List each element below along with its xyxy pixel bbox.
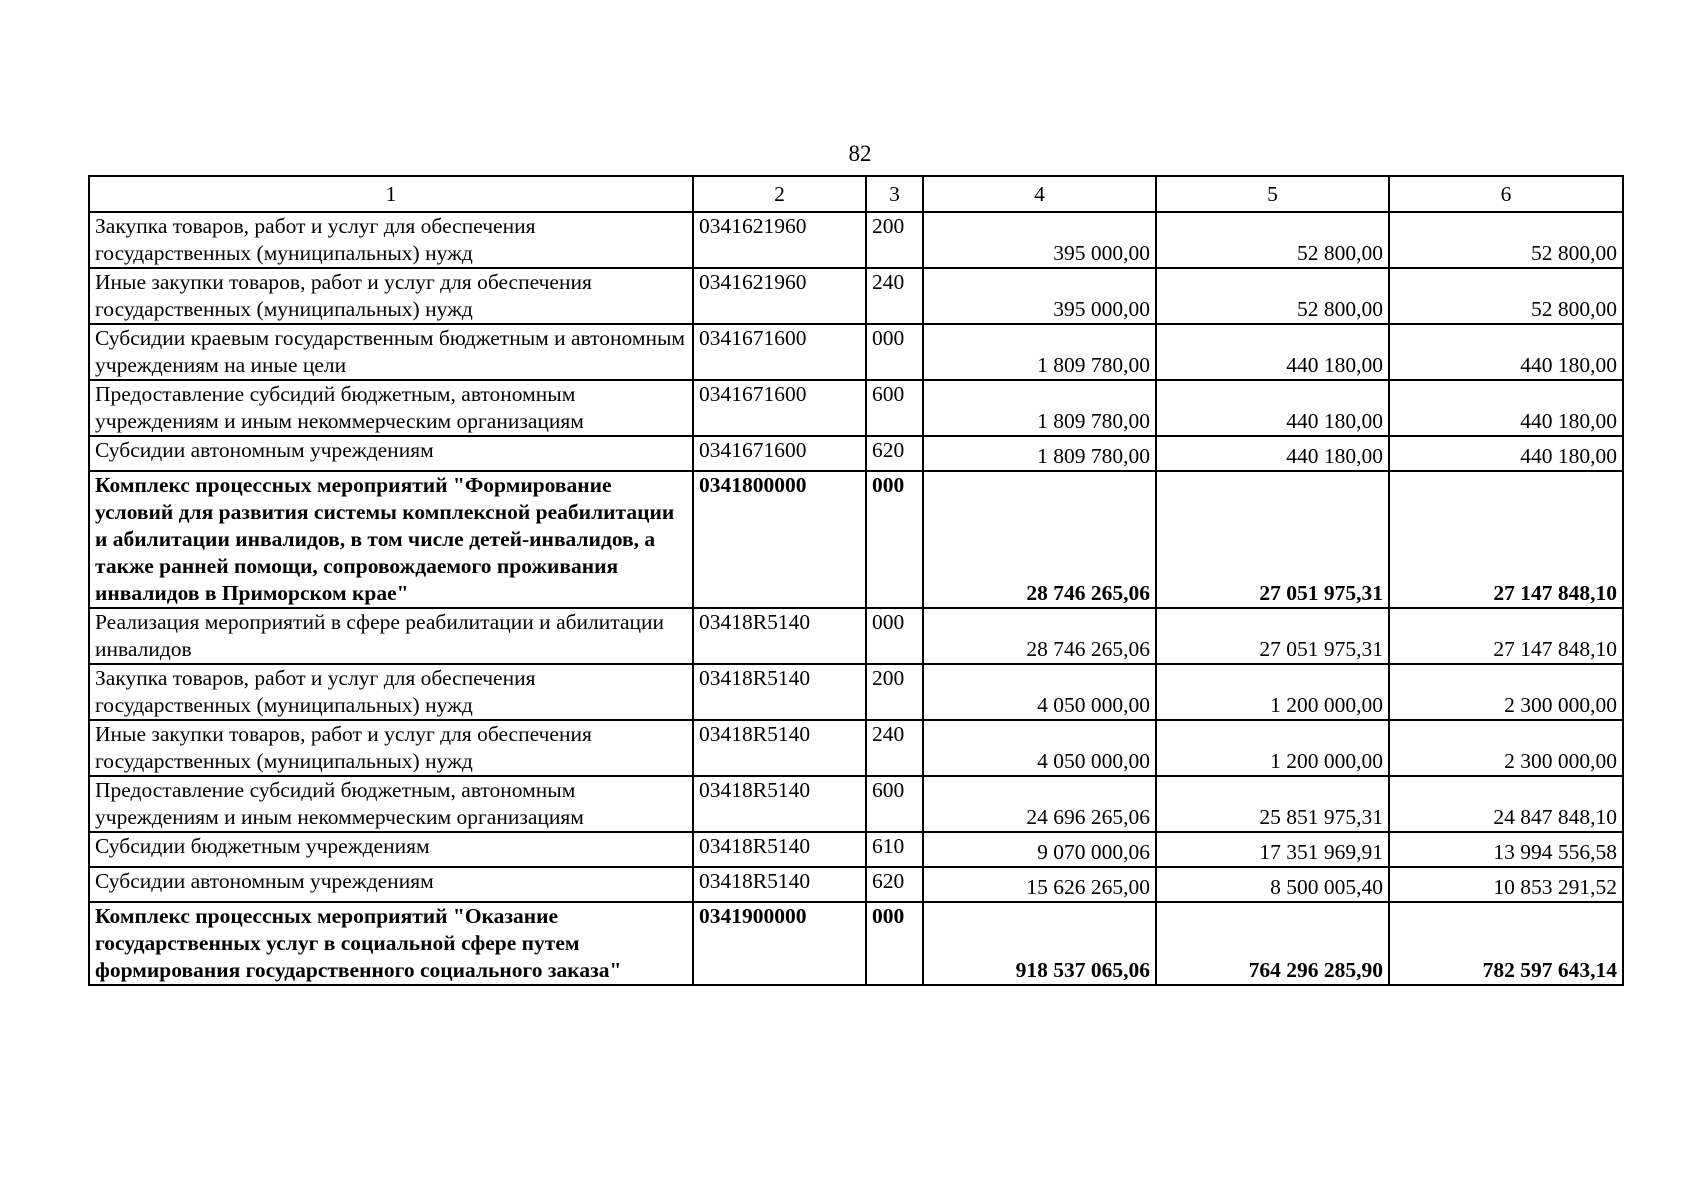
- row-type-cell: 000: [866, 324, 923, 380]
- row-code-cell: 0341621960: [693, 268, 866, 324]
- table-row: [89, 867, 1623, 902]
- row-type-cell: 000: [866, 608, 923, 664]
- row-value-col4-cell: 918 537 065,06: [923, 902, 1156, 985]
- row-type-cell: 600: [866, 776, 923, 832]
- row-value-col4-cell: 4 050 000,00: [923, 720, 1156, 776]
- row-type-cell: 610: [866, 832, 923, 867]
- row-value-col4-cell: 4 050 000,00: [923, 664, 1156, 720]
- row-name-cell: Комплекс процессных мероприятий "Формирование условий для развития системы комплексной реабилитации и абилитации инвалидов, в том числе детей-инвалидов, а также ранней помощи, сопровождаемого проживания инвалидов в Приморском крае": [89, 471, 693, 608]
- row-name-cell: Субсидии краевым государственным бюджетным и автономным учреждениям на иные цели: [89, 324, 693, 380]
- table-row: [89, 471, 1623, 608]
- row-value-col5-cell: 1 200 000,00: [1156, 720, 1389, 776]
- row-value-col6-cell: 440 180,00: [1389, 436, 1623, 471]
- row-code-cell: 0341671600: [693, 380, 866, 436]
- row-name-cell: Иные закупки товаров, работ и услуг для обеспечения государственных (муниципальных) нужд: [89, 268, 693, 324]
- table-row: [89, 324, 1623, 380]
- row-type-cell: 620: [866, 436, 923, 471]
- row-code-cell: 03418R5140: [693, 720, 866, 776]
- table-row: [89, 212, 1623, 268]
- row-value-col4-cell: 395 000,00: [923, 268, 1156, 324]
- row-value-col6-cell: 2 300 000,00: [1389, 720, 1623, 776]
- table-row: [89, 902, 1623, 985]
- row-value-col5-cell: 440 180,00: [1156, 324, 1389, 380]
- row-value-col5-cell: 1 200 000,00: [1156, 664, 1389, 720]
- table-row: [89, 720, 1623, 776]
- row-value-col6-cell: 27 147 848,10: [1389, 608, 1623, 664]
- row-value-col4-cell: 24 696 265,06: [923, 776, 1156, 832]
- row-type-cell: 200: [866, 664, 923, 720]
- row-name-cell: Субсидии автономным учреждениям: [89, 436, 693, 471]
- table-row: [89, 832, 1623, 867]
- row-code-cell: 03418R5140: [693, 664, 866, 720]
- row-type-cell: 240: [866, 268, 923, 324]
- row-type-cell: 620: [866, 867, 923, 902]
- row-value-col5-cell: 52 800,00: [1156, 268, 1389, 324]
- row-value-col6-cell: 440 180,00: [1389, 380, 1623, 436]
- row-value-col5-cell: 25 851 975,31: [1156, 776, 1389, 832]
- row-code-cell: 03418R5140: [693, 776, 866, 832]
- table-row: [89, 776, 1623, 832]
- row-value-col4-cell: 28 746 265,06: [923, 608, 1156, 664]
- header-cell-4: 4: [923, 176, 1156, 212]
- row-value-col4-cell: 28 746 265,06: [923, 471, 1156, 608]
- page-number: 82: [848, 141, 872, 166]
- row-value-col6-cell: 24 847 848,10: [1389, 776, 1623, 832]
- row-value-col5-cell: 27 051 975,31: [1156, 608, 1389, 664]
- row-value-col6-cell: 52 800,00: [1389, 268, 1623, 324]
- row-value-col5-cell: 27 051 975,31: [1156, 471, 1389, 608]
- row-value-col5-cell: 764 296 285,90: [1156, 902, 1389, 985]
- table-row: [89, 268, 1623, 324]
- row-name-cell: Комплекс процессных мероприятий "Оказание государственных услуг в социальной сфере путем формирования государственного социального заказа": [89, 902, 693, 985]
- row-name-cell: Закупка товаров, работ и услуг для обеспечения государственных (муниципальных) нужд: [89, 212, 693, 268]
- header-cell-6: 6: [1389, 176, 1623, 212]
- row-value-col5-cell: 17 351 969,91: [1156, 832, 1389, 867]
- row-code-cell: 0341900000: [693, 902, 866, 985]
- table-row: [89, 436, 1623, 471]
- row-name-cell: Иные закупки товаров, работ и услуг для обеспечения государственных (муниципальных) нужд: [89, 720, 693, 776]
- row-code-cell: 03418R5140: [693, 867, 866, 902]
- row-value-col4-cell: 1 809 780,00: [923, 436, 1156, 471]
- row-code-cell: 03418R5140: [693, 832, 866, 867]
- row-value-col6-cell: 10 853 291,52: [1389, 867, 1623, 902]
- row-code-cell: 0341671600: [693, 436, 866, 471]
- header-cell-3: 3: [866, 176, 923, 212]
- row-value-col4-cell: 395 000,00: [923, 212, 1156, 268]
- header-cell-5: 5: [1156, 176, 1389, 212]
- table-row: [89, 608, 1623, 664]
- row-type-cell: 240: [866, 720, 923, 776]
- row-value-col4-cell: 1 809 780,00: [923, 380, 1156, 436]
- row-value-col5-cell: 440 180,00: [1156, 436, 1389, 471]
- row-code-cell: 0341621960: [693, 212, 866, 268]
- row-value-col6-cell: 13 994 556,58: [1389, 832, 1623, 867]
- row-value-col6-cell: 52 800,00: [1389, 212, 1623, 268]
- row-code-cell: 03418R5140: [693, 608, 866, 664]
- header-row: [89, 176, 1623, 212]
- row-value-col5-cell: 440 180,00: [1156, 380, 1389, 436]
- row-value-col4-cell: 1 809 780,00: [923, 324, 1156, 380]
- row-name-cell: Закупка товаров, работ и услуг для обеспечения государственных (муниципальных) нужд: [89, 664, 693, 720]
- row-code-cell: 0341800000: [693, 471, 866, 608]
- budget-table: [88, 175, 1624, 986]
- row-value-col6-cell: 2 300 000,00: [1389, 664, 1623, 720]
- row-value-col6-cell: 440 180,00: [1389, 324, 1623, 380]
- header-cell-1: 1: [89, 176, 693, 212]
- row-value-col6-cell: 782 597 643,14: [1389, 902, 1623, 985]
- row-name-cell: Субсидии бюджетным учреждениям: [89, 832, 693, 867]
- row-value-col6-cell: 27 147 848,10: [1389, 471, 1623, 608]
- row-type-cell: 200: [866, 212, 923, 268]
- row-value-col4-cell: 9 070 000,06: [923, 832, 1156, 867]
- row-code-cell: 0341671600: [693, 324, 866, 380]
- header-cell-2: 2: [693, 176, 866, 212]
- table-row: [89, 380, 1623, 436]
- row-value-col5-cell: 52 800,00: [1156, 212, 1389, 268]
- row-type-cell: 000: [866, 471, 923, 608]
- table-row: [89, 664, 1623, 720]
- row-name-cell: Предоставление субсидий бюджетным, автономным учреждениям и иным некоммерческим организациям: [89, 776, 693, 832]
- table-body: [89, 176, 1623, 985]
- row-type-cell: 600: [866, 380, 923, 436]
- row-type-cell: 000: [866, 902, 923, 985]
- row-value-col5-cell: 8 500 005,40: [1156, 867, 1389, 902]
- row-value-col4-cell: 15 626 265,00: [923, 867, 1156, 902]
- row-name-cell: Предоставление субсидий бюджетным, автономным учреждениям и иным некоммерческим организациям: [89, 380, 693, 436]
- row-name-cell: Субсидии автономным учреждениям: [89, 867, 693, 902]
- row-name-cell: Реализация мероприятий в сфере реабилитации и абилитации инвалидов: [89, 608, 693, 664]
